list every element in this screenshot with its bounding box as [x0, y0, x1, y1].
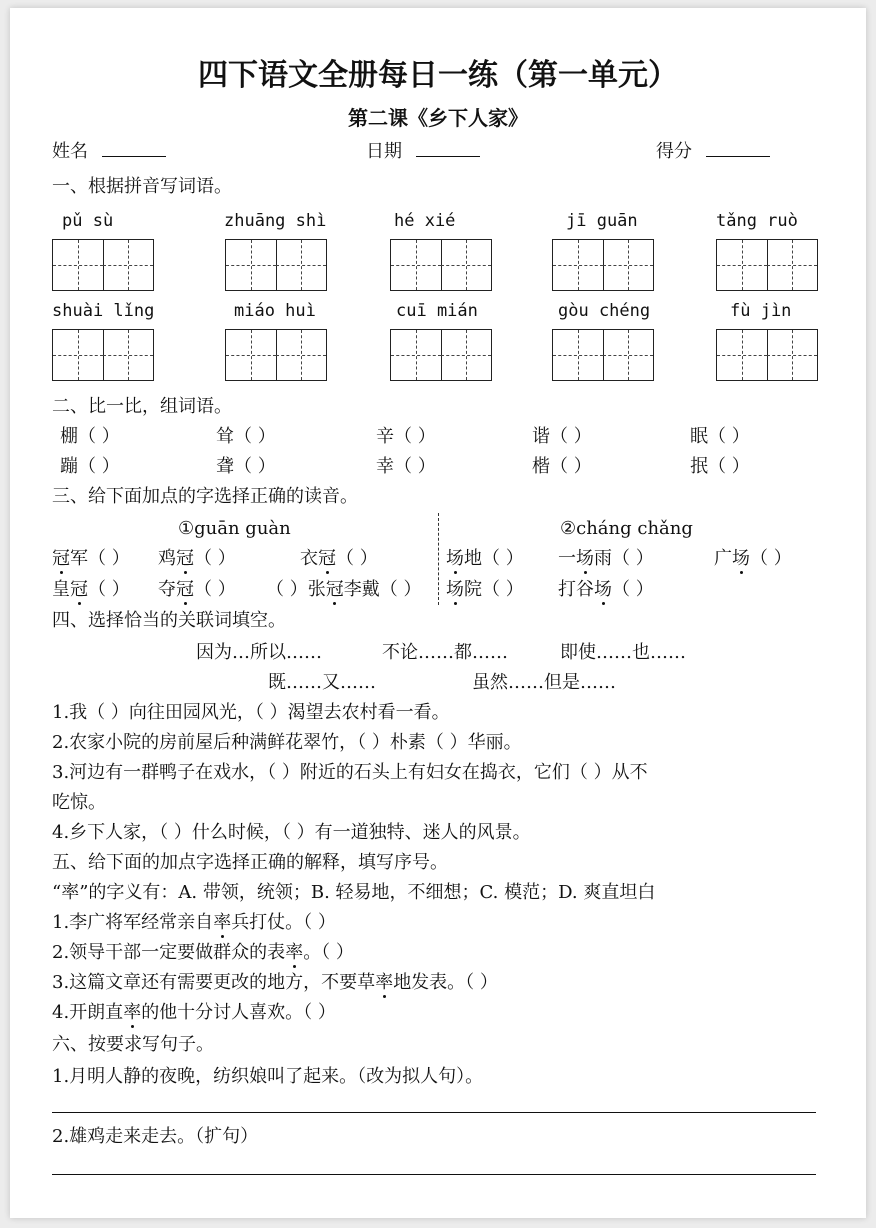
section-5-heading: 五、给下面的加点字选择正确的解释，填写序号。: [52, 852, 448, 873]
compare-item[interactable]: 谐（ ）: [532, 426, 592, 447]
writing-grid-6[interactable]: [52, 329, 154, 381]
conjunction-option: 虽然……但是……: [472, 672, 616, 693]
reading-item[interactable]: 夺冠（ ）: [158, 579, 236, 600]
name-label: 姓名: [52, 141, 88, 162]
conjunction-option: 不论……都……: [382, 642, 508, 663]
score-label: 得分: [656, 141, 692, 162]
compare-item[interactable]: 幸（ ）: [376, 456, 436, 477]
writing-grid-2[interactable]: [225, 239, 327, 291]
reading-item[interactable]: （ ）张冠李戴（ ）: [266, 579, 422, 600]
answer-line[interactable]: [52, 1112, 816, 1113]
date-label: 日期: [366, 141, 402, 162]
writing-grid-7[interactable]: [225, 329, 327, 381]
question-item[interactable]: 4.乡下人家，（ ）什么时候，（ ）有一道独特、迷人的风景。: [52, 822, 531, 843]
reading-options-right: ②cháng chǎng: [560, 518, 693, 539]
writing-grid-1[interactable]: [52, 239, 154, 291]
reading-item[interactable]: 皇冠（ ）: [52, 579, 130, 600]
writing-grid-5[interactable]: [716, 239, 818, 291]
reading-item[interactable]: 打谷场（ ）: [558, 579, 654, 600]
pinyin-5: tǎng ruò: [716, 211, 798, 231]
reading-item[interactable]: 鸡冠（ ）: [158, 548, 236, 569]
compare-item[interactable]: 辛（ ）: [376, 426, 436, 447]
pinyin-1: pǔ sù: [62, 211, 114, 231]
compare-item[interactable]: 棚（ ）: [60, 426, 120, 447]
compare-item[interactable]: 楷（ ）: [532, 456, 592, 477]
section-3-heading: 三、给下面加点的字选择正确的读音。: [52, 486, 358, 507]
name-field[interactable]: [52, 140, 166, 163]
reading-item[interactable]: 场院（ ）: [446, 579, 524, 600]
conjunction-option: 因为…所以……: [196, 642, 322, 663]
writing-grid-10[interactable]: [716, 329, 818, 381]
writing-grid-9[interactable]: [552, 329, 654, 381]
worksheet-page: [10, 8, 866, 1218]
question-item[interactable]: 1.李广将军经常亲自率兵打仗。（ ）: [52, 912, 336, 933]
question-item: 2.雄鸡走来走去。（扩句）: [52, 1126, 259, 1147]
score-field[interactable]: [656, 140, 770, 163]
question-item-continued: 吃惊。: [52, 792, 106, 813]
definition-line: “率”的字义有：A. 带领，统领；B. 轻易地，不细想；C. 模范；D. 爽直坦白: [52, 882, 656, 903]
question-item: 1.月明人静的夜晚，纺织娘叫了起来。（改为拟人句）。: [52, 1066, 484, 1087]
conjunction-option: 既……又……: [268, 672, 376, 693]
question-item[interactable]: 3.河边有一群鸭子在戏水，（ ）附近的石头上有妇女在捣衣，它们（ ）从不: [52, 762, 648, 783]
question-item[interactable]: 3.这篇文章还有需要更改的地方，不要草率地发表。（ ）: [52, 972, 498, 993]
question-item[interactable]: 2.领导干部一定要做群众的表率。（ ）: [52, 942, 354, 963]
question-item[interactable]: 4.开朗直率的他十分讨人喜欢。（ ）: [52, 1002, 336, 1023]
pinyin-7: miáo huì: [234, 301, 316, 321]
writing-grid-8[interactable]: [390, 329, 492, 381]
pinyin-2: zhuāng shì: [224, 211, 327, 231]
reading-item[interactable]: 衣冠（ ）: [300, 548, 378, 569]
pinyin-9: gòu chéng: [558, 301, 651, 321]
conjunction-option: 即使……也……: [560, 642, 686, 663]
section-6-heading: 六、按要求写句子。: [52, 1034, 214, 1055]
reading-item[interactable]: 一场雨（ ）: [558, 548, 654, 569]
page-title: 四下语文全册每日一练（第一单元）: [198, 58, 678, 93]
pinyin-4: jī guān: [566, 211, 638, 231]
question-item[interactable]: 1.我（ ）向往田园风光，（ ）渴望去农村看一看。: [52, 702, 450, 723]
compare-item[interactable]: 聋（ ）: [216, 456, 276, 477]
column-divider: [438, 513, 439, 605]
reading-options-left: ①guān guàn: [178, 518, 291, 539]
writing-grid-3[interactable]: [390, 239, 492, 291]
compare-item[interactable]: 抿（ ）: [690, 456, 750, 477]
date-field[interactable]: [366, 140, 480, 163]
compare-item[interactable]: 蹦（ ）: [60, 456, 120, 477]
pinyin-3: hé xié: [394, 211, 456, 231]
section-2-heading: 二、比一比，组词语。: [52, 396, 232, 417]
writing-grid-4[interactable]: [552, 239, 654, 291]
pinyin-10: fù jìn: [730, 301, 792, 321]
compare-item[interactable]: 眠（ ）: [690, 426, 750, 447]
answer-line[interactable]: [52, 1174, 816, 1175]
reading-item[interactable]: 冠军（ ）: [52, 548, 130, 569]
section-1-heading: 一、根据拼音写词语。: [52, 176, 232, 197]
pinyin-8: cuī mián: [396, 301, 478, 321]
compare-item[interactable]: 耸（ ）: [216, 426, 276, 447]
reading-item[interactable]: 广场（ ）: [714, 548, 792, 569]
question-item[interactable]: 2.农家小院的房前屋后种满鲜花翠竹，（ ）朴素（ ）华丽。: [52, 732, 522, 753]
reading-item[interactable]: 场地（ ）: [446, 548, 524, 569]
section-4-heading: 四、选择恰当的关联词填空。: [52, 610, 286, 631]
pinyin-6: shuài lǐng: [52, 301, 155, 321]
lesson-subtitle: 第二课《乡下人家》: [348, 106, 528, 130]
